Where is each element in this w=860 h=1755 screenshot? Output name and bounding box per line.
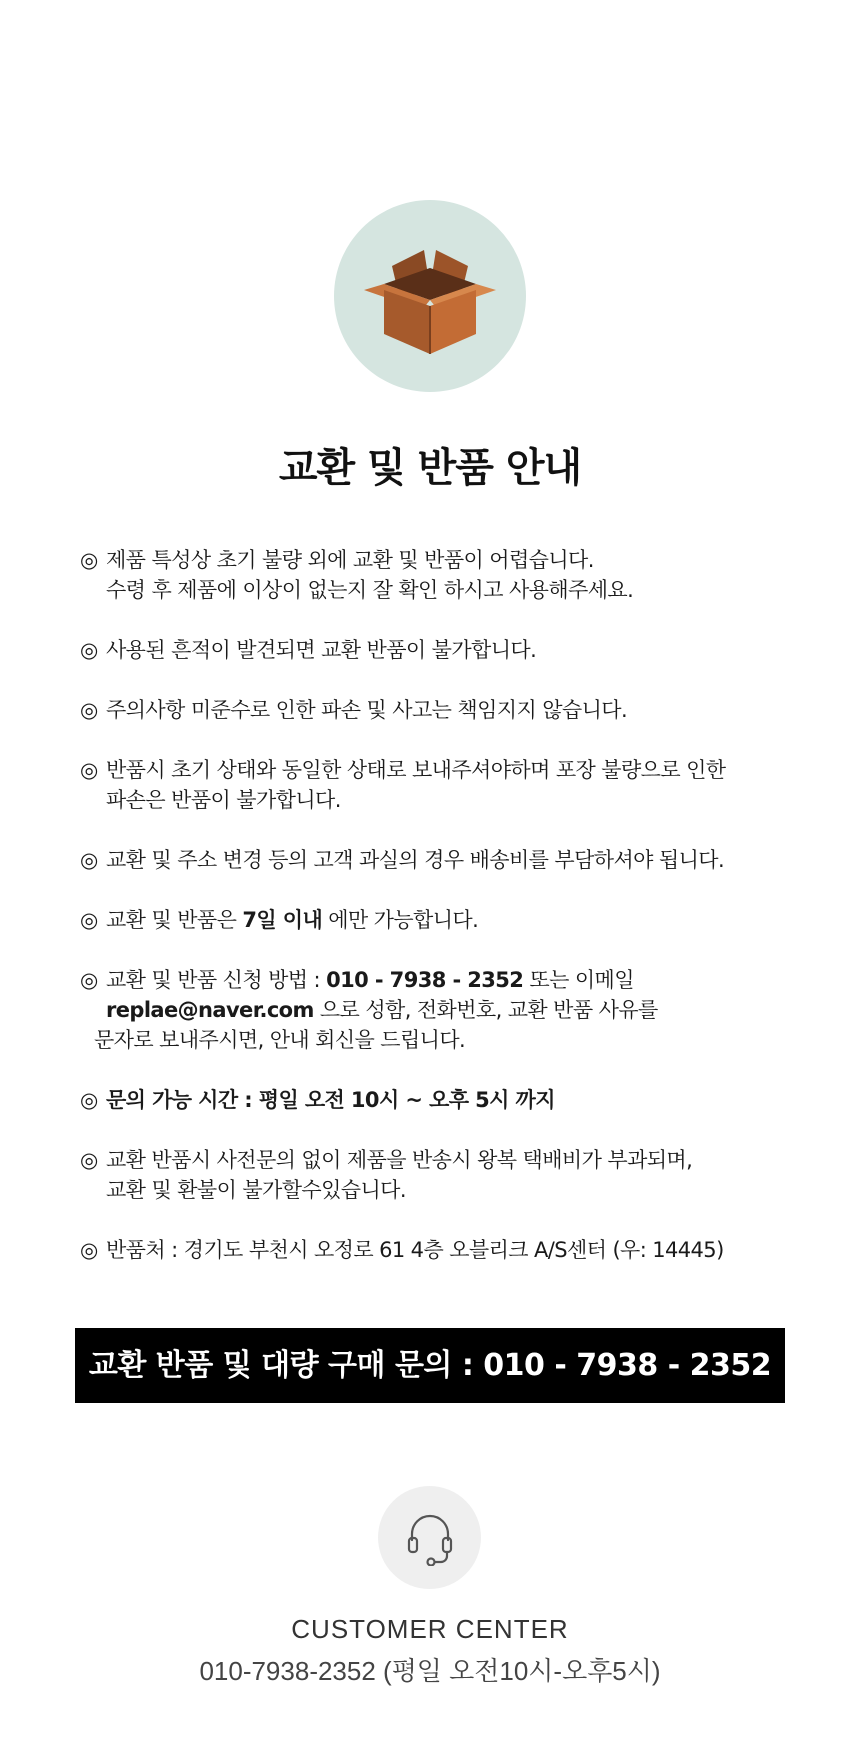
bullet-mark: ◎ [80, 1238, 98, 1262]
notice-text: 교환 반품시 사전문의 없이 제품을 반송시 왕복 택배비가 부과되며, [106, 1148, 693, 1172]
notice-text: 수령 후 제품에 이상이 없는지 잘 확인 하시고 사용해주세요. [106, 578, 634, 602]
notice-text: 에만 가능합니다. [322, 908, 479, 932]
notice-item [80, 695, 800, 725]
bullet-mark: ◎ [80, 848, 98, 872]
inquiry-banner: 교환 반품 및 대량 구매 문의 : 010 - 7938 - 2352 [75, 1328, 785, 1403]
notice-text: 사용된 흔적이 발견되면 교환 반품이 불가합니다. [106, 638, 537, 662]
page-title: 교환 및 반품 안내 [278, 445, 582, 491]
notice-text: 또는 이메일 [523, 968, 634, 992]
customer-center-title: CUSTOMER CENTER [291, 1614, 569, 1644]
notice-text: 문자로 보내주시면, 안내 회신을 드립니다. [94, 1028, 466, 1052]
inquiry-hours: 문의 가능 시간 : 평일 오전 10시 ~ 오후 5시 까지 [106, 1088, 555, 1112]
bullet-mark: ◎ [80, 968, 98, 992]
notice-text: 제품 특성상 초기 불량 외에 교환 및 반품이 어렵습니다. [106, 548, 594, 572]
notice-text: 반품시 초기 상태와 동일한 상태로 보내주셔야하며 포장 불량으로 인한 [106, 758, 726, 782]
bullet-mark: ◎ [80, 548, 98, 572]
notice-text: 교환 및 환불이 불가할수있습니다. [106, 1178, 406, 1202]
notice-item [80, 1145, 800, 1205]
notice-item [80, 1235, 800, 1265]
bullet-mark: ◎ [80, 908, 98, 932]
return-address: 반품처 : 경기도 부천시 오정로 61 4층 오블리크 A/S센터 (우: 14445) [106, 1238, 724, 1262]
bullet-mark: ◎ [80, 638, 98, 662]
bullet-mark: ◎ [80, 698, 98, 722]
notice-item [80, 965, 800, 1055]
bullet-mark: ◎ [80, 1148, 98, 1172]
notice-text: 교환 및 반품 신청 방법 : [106, 968, 327, 992]
notice-text: 교환 및 반품은 [106, 908, 243, 932]
customer-center-badge [378, 1486, 481, 1589]
notice-text: 파손은 반품이 불가합니다. [106, 788, 341, 812]
return-period: 7일 이내 [242, 908, 323, 932]
bullet-mark: ◎ [80, 758, 98, 782]
notice-item [80, 1085, 800, 1115]
notice-item [80, 845, 800, 875]
customer-center-phone: 010-7938-2352 (평일 오전10시-오후5시) [199, 1656, 661, 1686]
open-box-icon [362, 238, 498, 354]
headset-icon [406, 1510, 454, 1566]
notice-item [80, 905, 800, 935]
notice-text: 으로 성함, 전화번호, 교환 반품 사유를 [313, 998, 658, 1022]
notice-text: 교환 및 주소 변경 등의 고객 과실의 경우 배송비를 부담하셔야 됩니다. [106, 848, 725, 872]
notice-item [80, 635, 800, 665]
notice-text: 주의사항 미준수로 인한 파손 및 사고는 책임지지 않습니다. [106, 698, 628, 722]
contact-email: replae@naver.com [106, 998, 314, 1022]
contact-phone: 010 - 7938 - 2352 [326, 968, 524, 992]
box-icon-badge [334, 200, 526, 392]
notice-list [80, 545, 800, 1295]
notice-item [80, 545, 800, 605]
notice-item [80, 755, 800, 815]
bullet-mark: ◎ [80, 1088, 98, 1112]
